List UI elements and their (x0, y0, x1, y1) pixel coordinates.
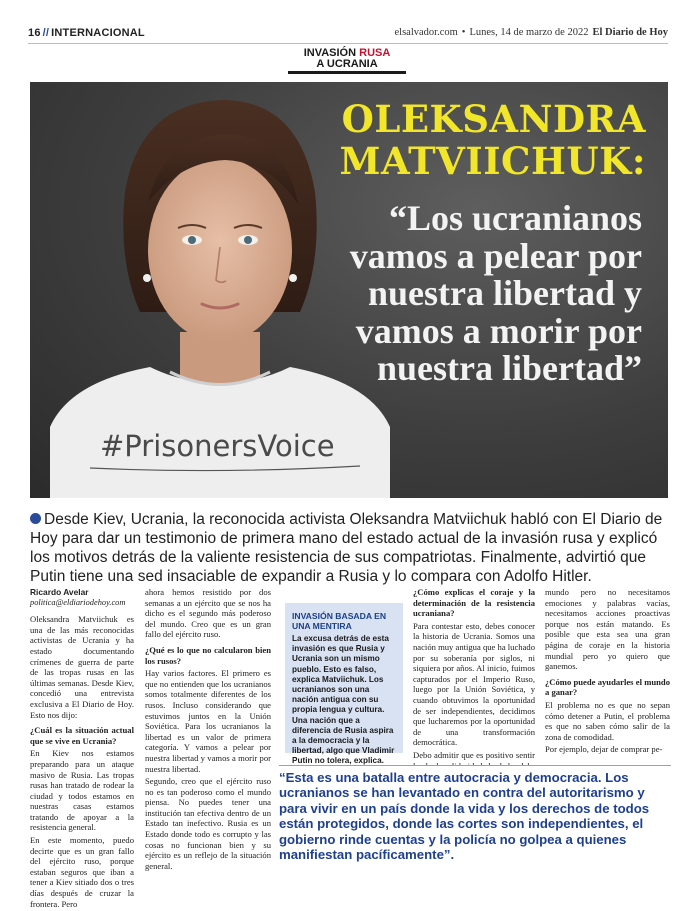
paragraph: Hay varios factores. El primero es que no entienden que los ucranianos somos totalmente diferentes de los rusos. Incluso considerando que estuvimos juntos en la Unión Soviética. Para los ucranianos la libertad es un valor de primera categoría. Y vamos a pelear por nuestra libertad y vamos a morir por nuestra libertad. (145, 668, 271, 774)
section-kicker (288, 48, 406, 74)
paragraph: En Kiev nos estamos preparando para un ataque masivo de Rusia. Las tropas rusas han tratado de rodear la ciudad y todos estamos en nuestras casas estamos tratando de apoyar a la resistencia general. (30, 748, 134, 833)
interview-question: ¿Cómo puede ayudarles el mundo a ganar? (545, 676, 670, 698)
issue-date: Lunes, 14 de marzo de 2022 (469, 27, 589, 38)
article-column-2 (145, 587, 271, 873)
interview-question: ¿Qué es lo que no calcularon bien los rusos? (145, 644, 271, 666)
interview-question: ¿Cómo explicas el coraje y la determinación de la resistencia ucraniana? (413, 587, 535, 619)
newspaper-brand: El Diario de Hoy (592, 27, 668, 38)
kicker-word-2: RUSA (359, 47, 391, 59)
headline-last-name: MATVIICHUK: (339, 139, 646, 183)
bullet-dot-icon (30, 513, 41, 524)
paragraph: ahora hemos resistido por dos semanas a un ejército que se nos ha dicho es el segundo más poderoso del mundo. Creo que es un gran fallo del ejército ruso. (145, 587, 271, 640)
paragraph: Debo admitir que es positivo sentir (413, 749, 535, 760)
article-column-1 (30, 587, 134, 911)
lede-paragraph (30, 510, 670, 586)
kicker-word-1: INVASIÓN (303, 47, 357, 59)
page-number: 16 (28, 26, 41, 39)
sidebar-box (285, 603, 403, 766)
shirt-print: #PrisonersVoice (100, 429, 335, 463)
paragraph: Segundo, creo que el ejército ruso no es tan poderoso como el mundo piensa. No puedes tener una institución tan efectiva dentro de un Estado tan inefectivo. Rusia es un Estado donde todo es corrupto y las cosas no funcionan bien y su ejército es un reflejo de la situación general. (145, 776, 271, 871)
sidebar-title: INVASIÓN BASADA EN UNA MENTIRA (292, 611, 387, 631)
paragraph: mundo pero no necesitamos emociones y palabras vacías, necesitamos acciones proactivas porque nos están matando. Es posible que esta sea una gran página de coraje en la historia mundial pero yo quiero que ganemos. (545, 587, 670, 672)
masthead-info: elsalvador.com • Lunes, 14 de marzo de 2022 El Diario de Hoy (394, 27, 668, 38)
byline-email: politica@eldiariodehoy.com (30, 597, 126, 607)
paragraph: Oleksandra Matviichuk es una de las más reconocidas activistas de Ucrania y ha estado documentando crímenes de guerra de parte de las tropas rusas en las últimas semanas. Desde Kiev, concedió una entrevista exclusiva a El Diario de Hoy. Esto nos dijo: (30, 614, 134, 720)
interview-question: ¿Cuál es la situación actual que se vive en Ucrania? (30, 725, 134, 746)
hero-photo (30, 82, 668, 498)
sidebar-text: La excusa detrás de esta invasión es que Rusia y Ucrania son un mismo pueblo. Esto es falso, explica Matviichuk. Los ucranianos son una nación antigua con su propia lengua y cultura. Una nación que a diferencia de Rusia aspira a la democracia y la libertad, algo que Vladimir Putin no tolera, explica. (292, 634, 395, 766)
hero-headline-quote: “Los ucranianos vamos a pelear por nuestra libertad y vamos a morir por nuestra libertad” (349, 198, 642, 388)
article-column-5 (545, 587, 670, 757)
paragraph: Por ejemplo, dejar de comprar pe- (545, 744, 663, 755)
lede-text: Desde Kiev, Ucrania, la reconocida activista Oleksandra Matviichuk habló con El Diario de Hoy para dar un testimonio de primera mano del estado actual de la invasión rusa y explicó los motivos detrás de la valiente resistencia de sus compatriotas. Finalmente, advirtió que Putin tiene una sed insaciable de expandir a Rusia y lo compara con Adolfo Hitler. (30, 511, 663, 585)
site-name: elsalvador.com (394, 27, 458, 38)
paragraph: Para contestar esto, debes conocer la historia de Ucrania. Somos una nación muy antigua que ha luchado por su soberanía por siglos, ni siquiera por años. Al inicio, fuimos capturados por el Imperio Ruso, luego por la Unión Soviética, y cuando obtuvimos la oportunidad de ser independientes, decidimos que lucharemos por la oportunidad de una transformación democrática. (413, 620, 535, 748)
section-name: INTERNACIONAL (51, 26, 145, 39)
portrait-photo (30, 82, 390, 498)
article-column-4 (413, 587, 535, 773)
page-header (28, 22, 668, 44)
pull-quote: “Esta es una batalla entre autocracia y democracia. Los ucranianos se han levantado en contra del autoritarismo y para vivir en un país donde la vida y los derechos de todos están protegidos, donde las cortes son independientes, el gobierno rinde cuentas y la policía no golpea a quienes manifiestan pacíficamente”. (279, 765, 671, 862)
headline-first-name: OLEKSANDRA (341, 97, 646, 141)
section-label: 16 // INTERNACIONAL (28, 26, 145, 39)
paragraph: En este momento, puedo decirte que es un gran fallo del ejército ruso, porque estaban seguros que iban a tener a Kiev sitiado dos o tres días después de cruzar la frontera. Pero (30, 835, 134, 909)
paragraph: El problema no es que no sepan cómo detener a Putin, el problema es que no saben cómo salir de la zona de comodidad. (545, 699, 670, 742)
kicker-line-2: A UCRANIA (316, 58, 378, 70)
byline-author: Ricardo Avelar (30, 587, 89, 597)
hero-headline-name (340, 98, 647, 182)
